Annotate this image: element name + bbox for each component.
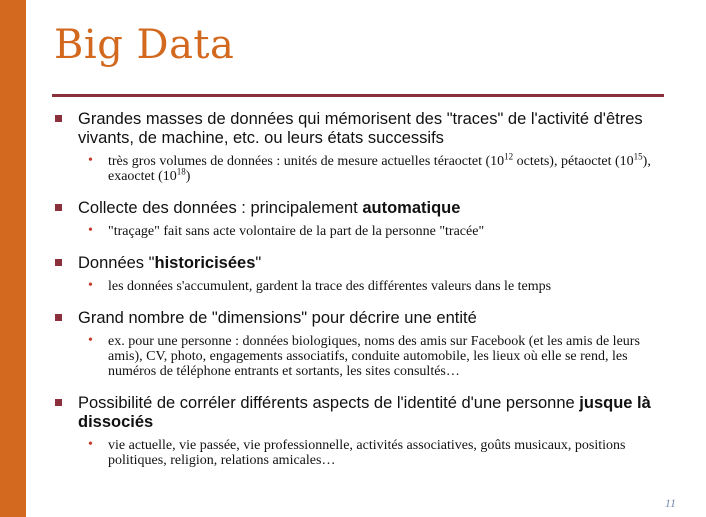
left-accent-band: [0, 0, 26, 517]
bullet-sub: • vie actuelle, vie passée, vie professionnelle, activités associatives, goûts musicaux, positions politiques, religion, relations amicales…: [88, 437, 626, 468]
bullet-item: [52, 199, 672, 239]
bullet-item: [52, 110, 672, 184]
dot-bullet-icon: •: [88, 333, 93, 348]
bullet-main: Collecte des données : principalement automatique: [52, 199, 672, 218]
bullet-item: [52, 394, 672, 468]
title-underline: [52, 94, 664, 97]
page-number: 11: [664, 496, 676, 510]
dot-bullet-icon: •: [88, 153, 93, 168]
square-bullet-icon: [55, 259, 62, 266]
bullet-sub: • très gros volumes de données : unités de mesure actuelles téraoctet ($10^{12}$ octets), pétaoctet $(10^{15})$, exaoctet $(10^{18})$: [88, 151, 651, 184]
bullet-sub: • ex. pour une personne : données biologiques, noms des amis sur Facebook (et les amis de leurs amis), CV, photo, engagements associatifs, conduite automobile, les lieux où elle se rend, les numéros de téléphone entrants et sortants, les sites consultés…: [88, 333, 640, 379]
bullet-list: [52, 104, 672, 468]
bullet-main: Grandes masses de données qui mémorisent des "traces" de l'activité d'êtres vivants, de machine, etc. ou leurs états successifs: [52, 110, 672, 148]
square-bullet-icon: [55, 115, 62, 122]
bullet-main: Possibilité de corréler différents aspects de l'identité d'une personne jusque là dissociés: [52, 394, 672, 432]
bullet-main: Grand nombre de "dimensions" pour décrire une entité: [52, 309, 672, 328]
bullet-sub: • les données s'accumulent, gardent la trace des différentes valeurs dans le temps: [88, 278, 552, 294]
dot-bullet-icon: •: [88, 437, 93, 452]
left-accent-line: [29, 0, 31, 517]
bullet-item: [52, 309, 672, 379]
square-bullet-icon: [55, 314, 62, 321]
bullet-item: [52, 254, 672, 294]
slide-title: Big Data: [54, 22, 235, 68]
dot-bullet-icon: •: [88, 223, 93, 238]
square-bullet-icon: [55, 399, 62, 406]
square-bullet-icon: [55, 204, 62, 211]
bullet-sub: • "traçage" fait sans acte volontaire de la part de la personne "tracée": [88, 223, 485, 239]
bullet-main: Données "historicisées": [52, 254, 672, 273]
dot-bullet-icon: •: [88, 278, 93, 293]
